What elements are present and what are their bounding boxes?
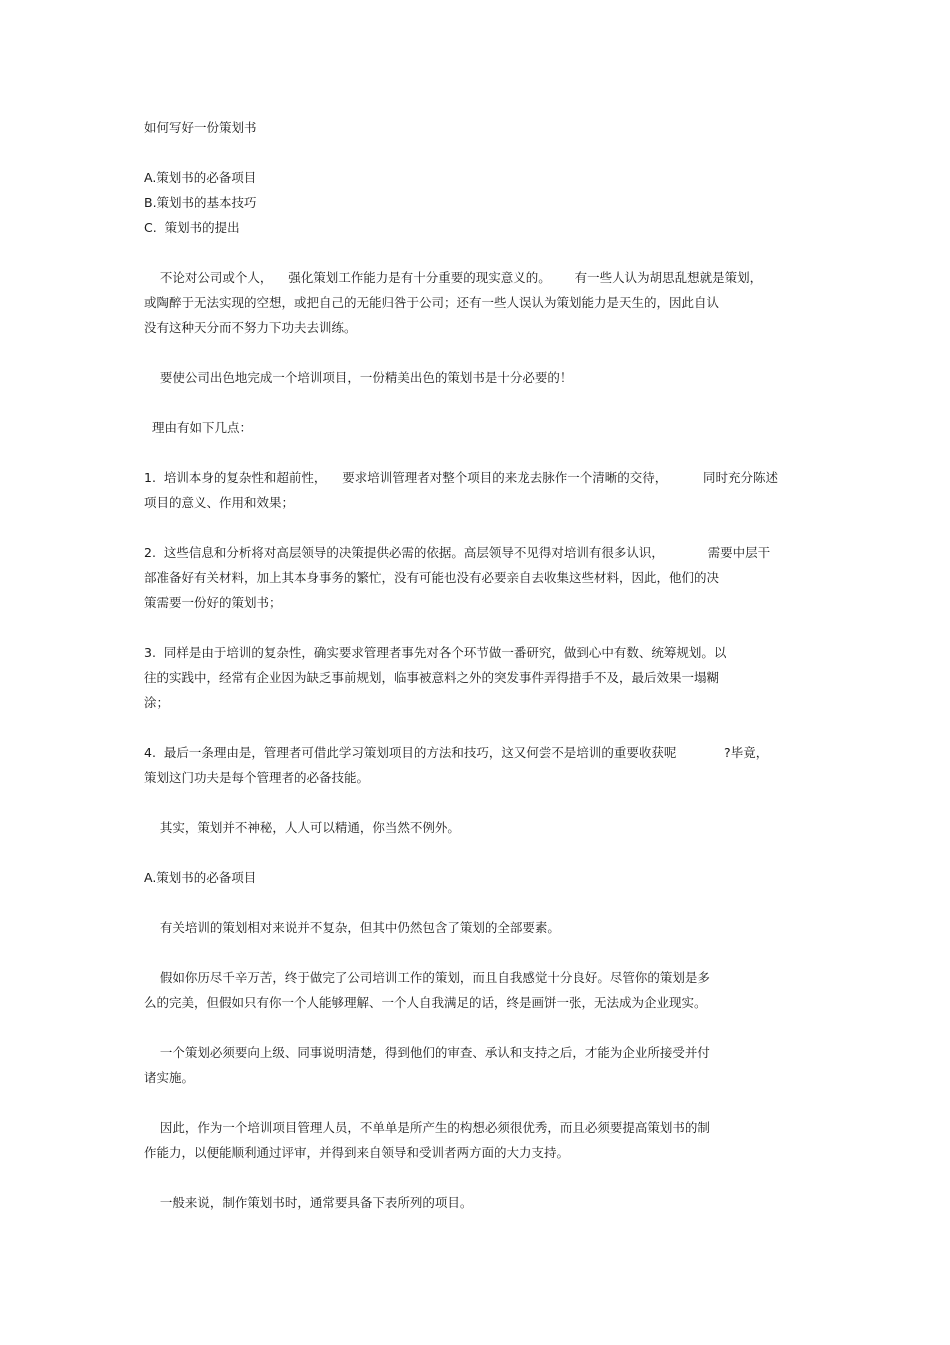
- toc-item-b: B.策划书的基本技巧: [144, 195, 257, 210]
- section-a-paragraph-3-line: 诸实施。: [144, 1070, 195, 1085]
- section-a-paragraph-2-line: 假如你历尽千辛万苦，终于做完了公司培训工作的策划，而且自我感觉十分良好。尽管你的策划是多: [144, 970, 710, 985]
- reason-3-line: 3. 同样是由于培训的复杂性，确实要求管理者事先对各个环节做一番研究，做到心中有数、统筹规划。以: [144, 645, 727, 660]
- reasons-intro: 理由有如下几点：: [144, 420, 252, 435]
- section-a-paragraph-4-line: 作能力，以便能顺利通过评审，并得到来自领导和受训者两方面的大力支持。: [144, 1145, 570, 1160]
- section-a-heading: A.策划书的必备项目: [144, 870, 257, 885]
- reason-2-line: 2. 这些信息和分析将对高层领导的决策提供必需的依据。高层领导不见得对培训有很多认识， 需要中层干: [144, 545, 771, 560]
- conclusion-paragraph: 其实，策划并不神秘，人人可以精通，你当然不例外。: [144, 820, 460, 835]
- reason-3-line: 涂；: [144, 695, 170, 710]
- reason-1-line: 项目的意义、作用和效果；: [144, 495, 295, 510]
- section-a-paragraph-5: 一般来说，制作策划书时，通常要具备下表所列的项目。: [144, 1195, 473, 1210]
- goal-paragraph: 要使公司出色地完成一个培训项目，一份精美出色的策划书是十分必要的！: [144, 370, 573, 385]
- section-a-paragraph-2-line: 么的完美，但假如只有你一个人能够理解、一个人自我满足的话，终是画饼一张，无法成为企业现实。: [144, 995, 707, 1010]
- intro-line: 或陶醉于无法实现的空想，或把自己的无能归咎于公司；还有一些人误认为策划能力是天生的，因此自认: [144, 295, 720, 310]
- section-a-paragraph-4-line: 因此，作为一个培训项目管理人员，不单单是所产生的构想必须很优秀，而且必须要提高策划书的制: [144, 1120, 710, 1135]
- reason-1-line: 1. 培训本身的复杂性和超前性， 要求培训管理者对整个项目的来龙去脉作一个清晰的交待， 同时充分陈述: [144, 470, 779, 485]
- reason-2-line: 部准备好有关材料，加上其本身事务的繁忙，没有可能也没有必要亲自去收集这些材料，因此，他们的决: [144, 570, 720, 585]
- intro-line: 不论对公司或个人， 强化策划工作能力是有十分重要的现实意义的。 有一些人认为胡思乱想就是策划，: [144, 270, 763, 285]
- document-title: 如何写好一份策划书: [144, 120, 257, 135]
- section-a-paragraph-3-line: 一个策划必须要向上级、同事说明清楚，得到他们的审查、承认和支持之后，才能为企业所接受并付: [144, 1045, 710, 1060]
- reason-4-line: 4. 最后一条理由是，管理者可借此学习策划项目的方法和技巧，这又何尝不是培训的重要收获呢 ?毕竟，: [144, 745, 769, 760]
- reason-2-line: 策需要一份好的策划书；: [144, 595, 282, 610]
- reason-3-line: 往的实践中，经常有企业因为缺乏事前规划，临事被意料之外的突发事件弄得措手不及，最后效果一塌糊: [144, 670, 720, 685]
- section-a-paragraph-1: 有关培训的策划相对来说并不复杂，但其中仍然包含了策划的全部要素。: [144, 920, 560, 935]
- intro-line: 没有这种天分而不努力下功夫去训练。: [144, 320, 357, 335]
- reason-4-line: 策划这门功夫是每个管理者的必备技能。: [144, 770, 370, 785]
- toc-item-c: C. 策划书的提出: [144, 220, 240, 235]
- toc-item-a: A.策划书的必备项目: [144, 170, 257, 185]
